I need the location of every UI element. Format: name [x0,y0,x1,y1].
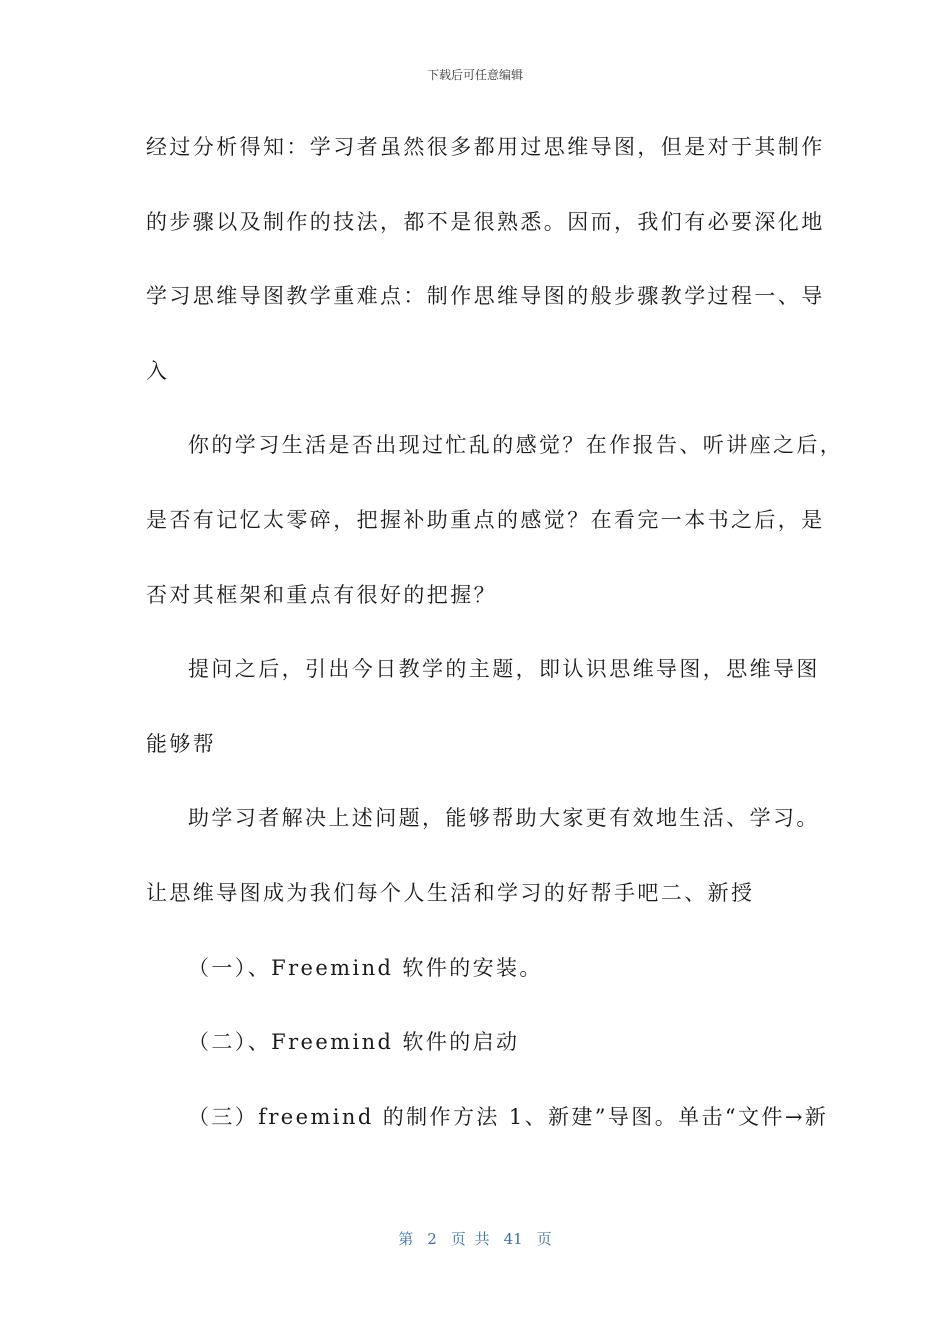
paragraph-line: 的步骤以及制作的技法，都不是很熟悉。因而，我们有必要深化地 [146,209,825,234]
document-body [146,128,844,1172]
paragraph-line: 学习思维导图教学重难点：制作思维导图的般步骤教学过程一、导 [146,284,825,309]
paragraph-line: 提问之后，引出今日教学的主题，即认识思维导图，思维导图 [188,657,820,682]
paragraph-line: 否对其框架和重点有很好的把握？ [146,582,497,607]
current-page-number: 2 [427,1230,437,1248]
paragraph-line: （二）、Freemind 软件的启动 [188,1030,520,1055]
paragraph-line: 入 [146,358,170,383]
footer-prefix: 第 [398,1230,414,1248]
paragraph-line: 能够帮 [146,731,217,756]
footer-suffix: 页 [536,1230,552,1248]
paragraph-line: 你的学习生活是否出现过忙乱的感觉？在作报告、听讲座之后， [188,433,844,458]
paragraph-line: 是否有记忆太零碎，把握补助重点的感觉？在看完一本书之后，是 [146,507,825,532]
paragraph-line: 经过分析得知：学习者虽然很多都用过思维导图，但是对于其制作 [146,135,825,159]
page-header: 下载后可任意编辑 [426,68,523,82]
page-footer [0,1228,950,1249]
paragraph-line: 助学习者解决上述问题，能够帮助大家更有效地生活、学习。 [188,806,820,831]
paragraph-line: （一）、Freemind 软件的安装。 [188,955,543,980]
total-pages-number: 41 [503,1230,523,1248]
paragraph-line: （三）freemind 的制作方法 1、新建”导图。单击“文件→新 [188,1104,829,1129]
paragraph-line: 让思维导图成为我们每个人生活和学习的好帮手吧二、新授 [146,880,755,905]
footer-middle: 页 共 [450,1230,490,1248]
